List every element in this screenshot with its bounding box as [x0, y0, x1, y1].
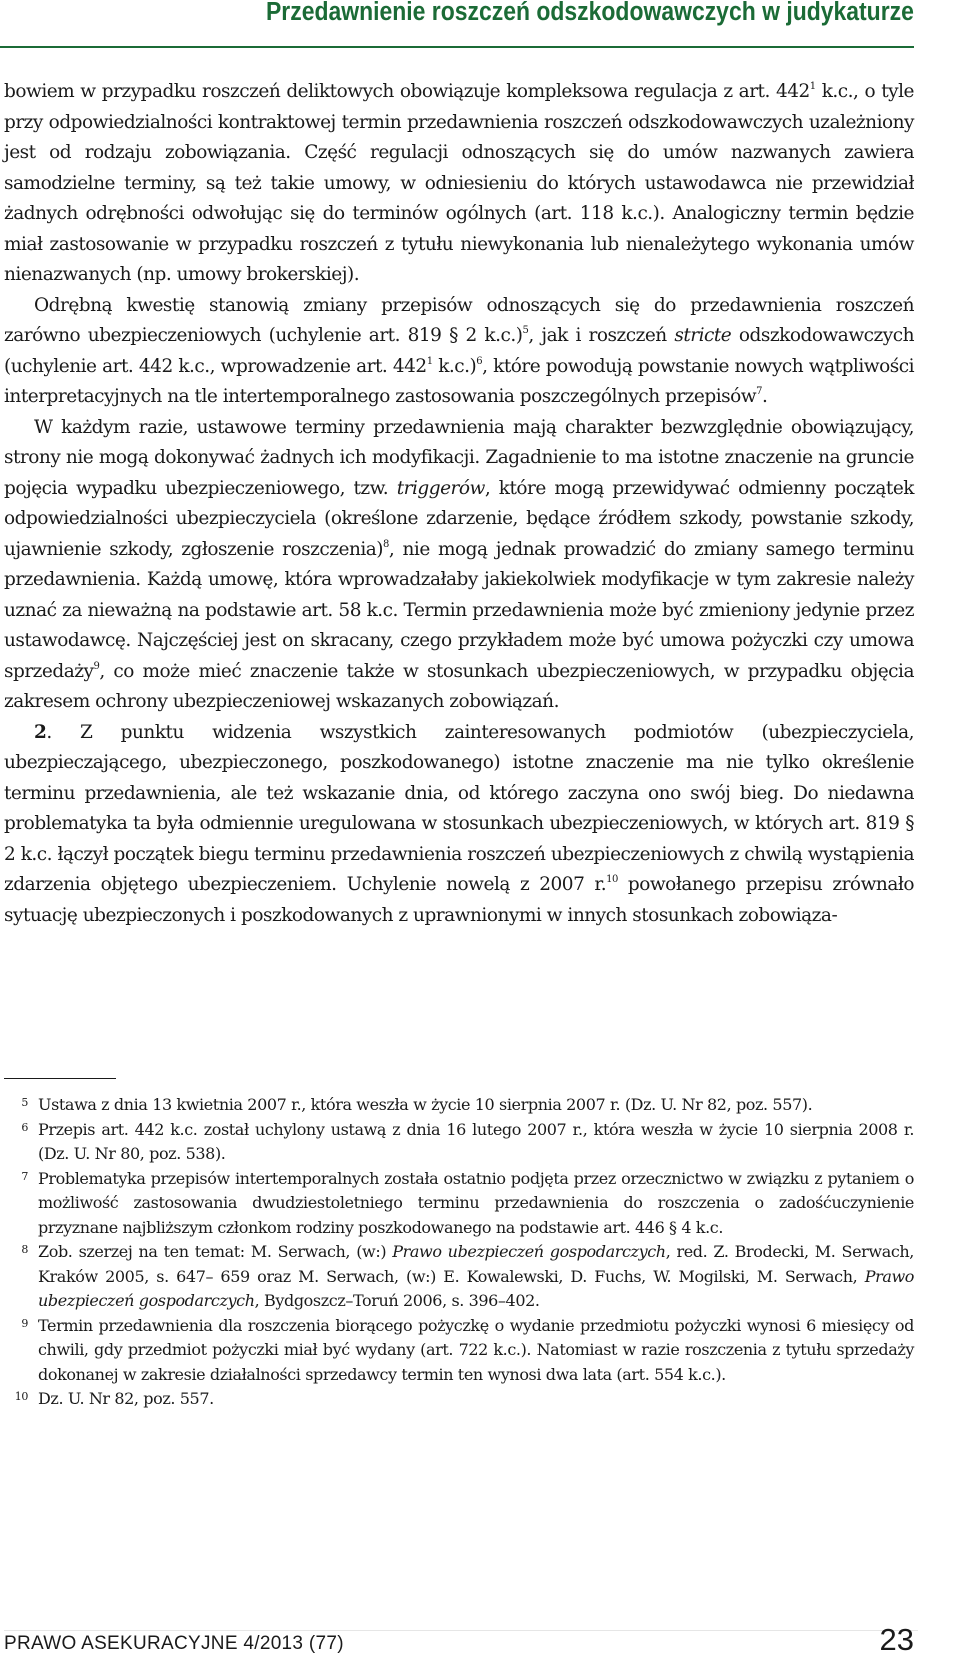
paragraph-4-text-a: . Z punktu widzenia wszystkich zainteresowanych podmiotów (ubezpieczyciela, ubezpieczającego, ubezpieczonego, poszkodowanego) istotne znaczenie ma nie tylko określenie terminu przedawnienia, ale też wskazanie dnia, od którego zaczyna ono swój bieg. Do niedawna problematyka ta była odmiennie uregulowana w stosunkach ubezpieczeniowych, w których art. 819 § 2 k.c. łączył początek biegu terminu przedawnienia roszczeń ubezpieczeniowych z chwilą wystąpienia zdarzenia objętego ubezpieczeniem. Uchylenie nowelą z 2007 r.	[4, 721, 914, 895]
footnote-number: 8	[21, 1243, 28, 1256]
journal-footer: PRAWO ASEKURACYJNE 4/2013 (77)	[4, 1633, 344, 1654]
footnote-ref-7[interactable]: 7	[756, 386, 762, 397]
paragraph-2-text-c: odszkodowawczych (uchylenie art. 442 k.c., wprowadzenie art. 442	[4, 325, 914, 377]
footnote-ref-8[interactable]: 8	[383, 538, 389, 550]
paragraph-1-text-b: k.c., o tyle przy odpowiedzialności kontraktowej termin przedawnienia roszczeń odszkodowawczych uzależniony jest od rodzaju zobowiązania. Część regulacji odnoszących się do umów nazwanych zawiera samodzielne terminy, są też takie umowy, w odniesieniu do których ustawodawca nie przewidział żadnych odrębności odwołując się do terminów ogólnych (art. 118 k.c.). Analogiczny termin będzie miał zastosowanie w przypadku roszczeń z tytułu niewykonania lub nienależytego wykonania umów nienazwanych (np. umowy brokerskiej).	[4, 81, 914, 285]
footnote-text: Dz. U. Nr 82, poz. 557.	[38, 1389, 214, 1408]
paragraph-2-text-d: k.c.)	[432, 355, 477, 377]
footer-divider	[4, 1630, 918, 1631]
header-divider	[0, 46, 914, 48]
footnote-text-a: Zob. szerzej na ten temat: M. Serwach, (w:)	[38, 1242, 393, 1261]
footnote-ref-5[interactable]: 5	[522, 325, 529, 336]
paragraph-2-text-e: , które powodują powstanie nowych wątpliwości interpretacyjnych na tle intertemporalnego zastosowania poszczególnych przepisów	[4, 355, 915, 407]
footnote-number: 6	[21, 1120, 28, 1134]
footnote-text-b: , red. Z. Brodecki, M. Serwach, Kraków 2005, s. 647– 659 oraz M. Serwach, (w:) E. Kowalewski, D. Fuchs, W. Mogilski, M. Serwach,	[38, 1242, 914, 1286]
paragraph-3-text-d: , co może mieć znaczenie także w stosunkach ubezpieczeniowych, w przypadku objęcia zakresem ochrony ubezpieczeniowej wskazanych zobowiązań.	[4, 660, 914, 712]
paragraph-2-text-b: , jak i roszczeń	[528, 325, 675, 346]
paragraph-4	[4, 718, 914, 932]
running-header	[0, 0, 960, 58]
superscript-marker: 1	[426, 355, 433, 367]
page-number: 23	[879, 1622, 914, 1657]
section-number: 2	[34, 721, 47, 743]
footnote-ref-6[interactable]: 6	[476, 355, 483, 367]
paragraph-2-text-a: Odrębną kwestię stanowią zmiany przepisów odnoszących się do przedawnienia roszczeń zarówno ubezpieczeniowych (uchylenie art. 819 § 2 k.c.)	[4, 294, 914, 346]
paragraph-1	[4, 77, 914, 291]
footnote-italic-title: Prawo ubezpieczeń gospodarczych	[392, 1242, 666, 1261]
superscript-marker: 1	[809, 81, 816, 92]
footnote-number: 10	[14, 1390, 28, 1403]
italic-term-stricte: stricte	[674, 325, 732, 346]
footnote-number: 9	[21, 1316, 28, 1330]
footnote-9	[4, 1314, 914, 1388]
paragraph-3	[4, 413, 914, 718]
paragraph-2	[4, 291, 914, 413]
footnote-7	[4, 1167, 914, 1241]
footnote-ref-9[interactable]: 9	[93, 660, 100, 672]
paragraph-2-text-f: .	[761, 386, 768, 407]
paragraph-3-text-b: , które mogą przewidywać odmienny początek odpowiedzialności ubezpieczyciela (określone zdarzenie, będące źródłem szkody, powstanie szkody, ujawnienie szkody, zgłoszenie roszczenia)	[4, 477, 914, 560]
footnote-number: 5	[21, 1096, 28, 1109]
paragraph-1-text-a: bowiem w przypadku roszczeń deliktowych obowiązuje kompleksowa regulacja z art. 442	[4, 81, 810, 102]
footnote-5	[4, 1093, 914, 1118]
running-header-title: Przedawnienie roszczeń odszkodowawczych w judykaturze	[266, 0, 914, 26]
article-body	[4, 77, 914, 931]
footnote-number: 7	[21, 1169, 28, 1183]
footnote-text: Ustawa z dnia 13 kwietnia 2007 r., która weszła w życie 10 sierpnia 2007 r. (Dz. U. Nr 82, poz. 557).	[38, 1095, 813, 1114]
footnote-ref-10[interactable]: 10	[606, 874, 618, 885]
footnote-text: Problematyka przepisów intertemporalnych została ostatnio podjęta przez orzecznictwo w związku z pytaniem o możliwość zastosowania dwudziestoletniego terminu przedawnienia do roszczenia o zadośćuczynienie przyznane najbliższym członkom rodziny poszkodowanego na podstawie art. 446 § 4 k.c.	[38, 1168, 914, 1237]
footnote-italic-title: Prawo ubezpieczeń gospodarczych	[38, 1266, 914, 1310]
footnote-separator	[4, 1078, 116, 1079]
paragraph-4-text-b: powołanego przepisu zrównało sytuację ubezpieczonych i poszkodowanych z uprawnionymi w innych stosunkach zobowiąza-	[4, 874, 914, 926]
footnote-text: Przepis art. 442 k.c. został uchylony ustawą z dnia 16 lutego 2007 r., która weszła w życie 10 sierpnia 2008 r. (Dz. U. Nr 80, poz. 538).	[38, 1119, 914, 1163]
footnote-text: Termin przedawnienia dla roszczenia biorącego pożyczkę o wydanie przedmiotu pożyczki wynosi 6 miesięcy od chwili, gdy przedmiot pożyczki miał być wydany (art. 722 k.c.). Natomiast w razie roszczenia z tytułu sprzedaży dokonanej w zakresie działalności sprzedawcy termin ten wynosi dwa lata (art. 554 k.c.).	[38, 1315, 914, 1384]
paragraph-3-text-a: W każdym razie, ustawowe terminy przedawnienia mają charakter bezwzględnie obowiązujący, strony nie mogą dokonywać żadnych ich modyfikacji. Zagadnienie to ma istotne znaczenie na gruncie pojęcia wypadku ubezpieczeniowego, tzw.	[4, 416, 914, 499]
footnote-8	[4, 1240, 914, 1314]
footnote-10	[4, 1387, 914, 1412]
paragraph-3-text-c: , nie mogą jednak prowadzić do zmiany samego terminu przedawnienia. Każdą umowę, która wprowadzałaby jakiekolwiek modyfikacje w tym zakresie należy uznać za nieważną na podstawie art. 58 k.c. Termin przedawnienia może być zmieniony jedynie przez ustawodawcę. Najczęściej jest on skracany, czego przykładem może być umowa pożyczki czy umowa sprzedaży	[4, 538, 915, 682]
footnote-text-c: , Bydgoszcz–Toruń 2006, s. 396–402.	[254, 1291, 540, 1310]
italic-term-triggerow: triggerów	[396, 477, 485, 499]
footnotes-section	[4, 1093, 914, 1412]
footnote-6	[4, 1118, 914, 1167]
